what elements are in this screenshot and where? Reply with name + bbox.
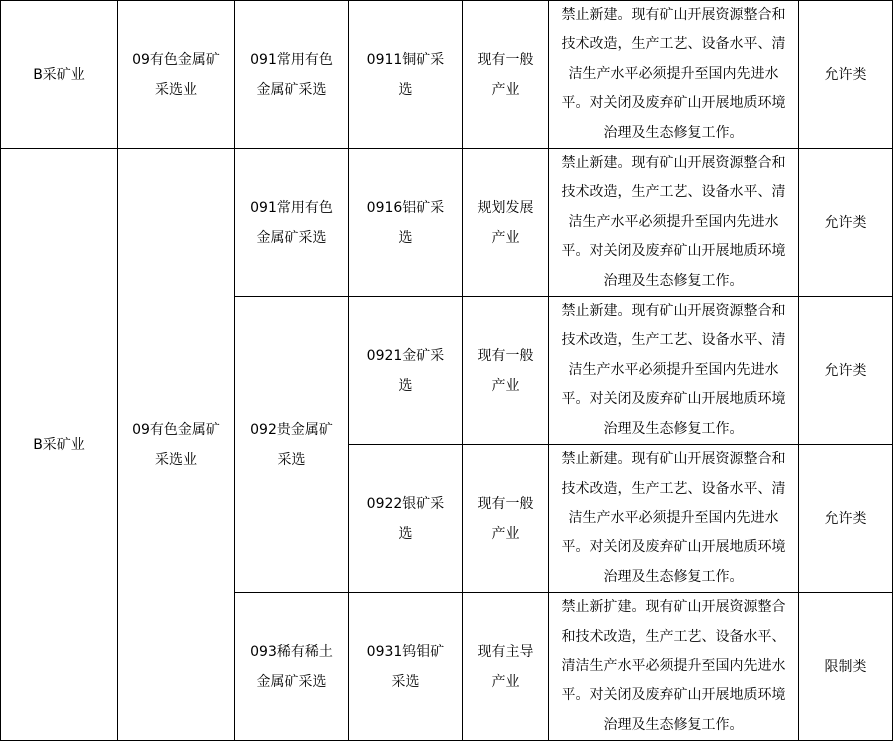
medium-class-text: 091常用有色金属矿采选	[250, 51, 333, 98]
access-class-cell	[799, 445, 893, 593]
minor-class-text: 0916铝矿采选	[366, 199, 445, 246]
table-row	[1, 149, 893, 297]
medium-class-text: 091常用有色金属矿采选	[250, 199, 333, 246]
access-class-cell	[799, 149, 893, 297]
access-class-text: 限制类	[824, 658, 867, 675]
minor-class-text: 0911铜矿采选	[366, 51, 445, 98]
minor-class-cell	[349, 445, 463, 593]
access-class-text: 允许类	[824, 214, 867, 231]
policy-cell	[549, 297, 799, 445]
medium-class-cell	[235, 1, 349, 149]
access-class-cell	[799, 593, 893, 741]
policy-text: 禁止新扩建。现有矿山开展资源整合和技术改造，生产工艺、设备水平、清洁生产水平必须提升至国内先进水平。对关闭及废弃矿山开展地质环境治理及生态修复工作。	[561, 599, 786, 733]
access-class-text: 允许类	[824, 510, 867, 527]
industry-type-text: 现有一般产业	[477, 495, 534, 542]
industry-type-cell	[463, 593, 549, 741]
industry-type-cell	[463, 445, 549, 593]
minor-class-cell	[349, 297, 463, 445]
minor-class-cell	[349, 1, 463, 149]
table-row	[1, 1, 893, 149]
access-class-text: 允许类	[824, 66, 867, 83]
major-class-text: 09有色金属矿采选业	[132, 421, 220, 468]
policy-text: 禁止新建。现有矿山开展资源整合和技术改造，生产工艺、设备水平、清洁生产水平必须提升至国内先进水平。对关闭及废弃矿山开展地质环境治理及生态修复工作。	[561, 7, 786, 141]
policy-text: 禁止新建。现有矿山开展资源整合和技术改造，生产工艺、设备水平、清洁生产水平必须提升至国内先进水平。对关闭及废弃矿山开展地质环境治理及生态修复工作。	[561, 451, 786, 585]
policy-text: 禁止新建。现有矿山开展资源整合和技术改造，生产工艺、设备水平、清洁生产水平必须提升至国内先进水平。对关闭及废弃矿山开展地质环境治理及生态修复工作。	[561, 303, 786, 437]
industry-type-text: 现有主导产业	[477, 643, 534, 690]
medium-class-text: 093稀有稀土金属矿采选	[250, 643, 333, 690]
medium-class-cell	[235, 149, 349, 297]
policy-cell	[549, 445, 799, 593]
industry-type-cell	[463, 149, 549, 297]
major-class-cell	[118, 149, 235, 741]
minor-class-cell	[349, 149, 463, 297]
industry-type-cell	[463, 1, 549, 149]
major-class-cell	[118, 1, 235, 149]
category-text: B采矿业	[33, 66, 85, 83]
category-cell	[1, 1, 118, 149]
medium-class-cell	[235, 593, 349, 741]
policy-text: 禁止新建。现有矿山开展资源整合和技术改造，生产工艺、设备水平、清洁生产水平必须提升至国内先进水平。对关闭及废弃矿山开展地质环境治理及生态修复工作。	[561, 155, 786, 289]
access-class-text: 允许类	[824, 362, 867, 379]
category-cell	[1, 149, 118, 741]
minor-class-text: 0931钨钼矿采选	[366, 643, 445, 690]
policy-cell	[549, 149, 799, 297]
major-class-text: 09有色金属矿采选业	[132, 51, 220, 98]
policy-cell	[549, 593, 799, 741]
category-text: B采矿业	[33, 436, 85, 453]
industry-type-text: 规划发展产业	[477, 199, 534, 246]
industry-type-cell	[463, 297, 549, 445]
industry-type-text: 现有一般产业	[477, 347, 534, 394]
industry-type-text: 现有一般产业	[477, 51, 534, 98]
access-class-cell	[799, 297, 893, 445]
minor-class-text: 0922银矿采选	[366, 495, 445, 542]
medium-class-cell	[235, 297, 349, 593]
access-class-cell	[799, 1, 893, 149]
minor-class-text: 0921金矿采选	[366, 347, 445, 394]
medium-class-text: 092贵金属矿采选	[250, 421, 333, 468]
minor-class-cell	[349, 593, 463, 741]
policy-cell	[549, 1, 799, 149]
